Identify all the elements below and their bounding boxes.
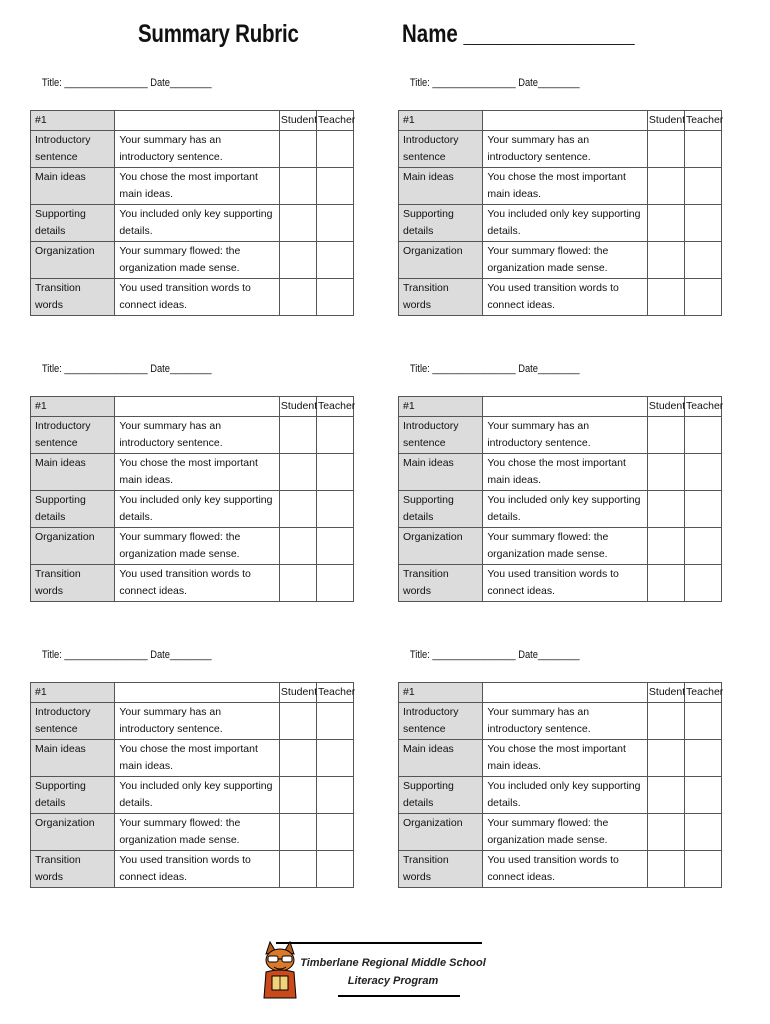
table-header-row bbox=[31, 111, 354, 131]
table-row bbox=[399, 279, 722, 316]
description-cell: Your summary has an introductory sentence. bbox=[483, 131, 648, 168]
criterion-cell: Transition words bbox=[399, 279, 483, 316]
student-score-cell[interactable] bbox=[279, 242, 316, 279]
student-score-cell[interactable] bbox=[279, 205, 316, 242]
student-score-cell[interactable] bbox=[647, 740, 684, 777]
teacher-score-cell[interactable] bbox=[316, 740, 353, 777]
criterion-cell: Supporting details bbox=[31, 205, 115, 242]
description-cell: You used transition words to connect ideas. bbox=[483, 851, 648, 888]
table-row bbox=[399, 168, 722, 205]
criterion-cell: Organization bbox=[31, 242, 115, 279]
teacher-score-cell[interactable] bbox=[684, 242, 721, 279]
rubric-block bbox=[398, 646, 722, 888]
description-cell: You included only key supporting details. bbox=[115, 491, 280, 528]
rubric-number: #1 bbox=[399, 397, 483, 417]
teacher-score-cell[interactable] bbox=[684, 565, 721, 602]
description-cell: You used transition words to connect ideas. bbox=[483, 565, 648, 602]
teacher-score-cell[interactable] bbox=[316, 131, 353, 168]
teacher-score-cell[interactable] bbox=[684, 491, 721, 528]
title-date-line: Title: ________________ Date________ bbox=[41, 77, 212, 89]
criterion-cell: Transition words bbox=[399, 565, 483, 602]
student-score-cell[interactable] bbox=[647, 279, 684, 316]
teacher-score-cell[interactable] bbox=[316, 205, 353, 242]
table-row bbox=[399, 814, 722, 851]
name-field-label: Name _______________ bbox=[402, 20, 635, 48]
description-cell: You used transition words to connect ideas. bbox=[115, 565, 280, 602]
header-blank-cell bbox=[483, 397, 648, 417]
criterion-cell: Introductory sentence bbox=[31, 417, 115, 454]
description-cell: You chose the most important main ideas. bbox=[483, 454, 648, 491]
teacher-score-cell[interactable] bbox=[316, 703, 353, 740]
criterion-cell: Introductory sentence bbox=[31, 703, 115, 740]
description-cell: Your summary flowed: the organization made sense. bbox=[483, 242, 648, 279]
table-header-row bbox=[399, 111, 722, 131]
student-score-cell[interactable] bbox=[279, 740, 316, 777]
logo-program-name: Literacy Program bbox=[347, 975, 439, 987]
description-cell: Your summary flowed: the organization made sense. bbox=[115, 528, 280, 565]
rubric-table bbox=[398, 110, 722, 316]
criterion-cell: Transition words bbox=[31, 565, 115, 602]
title-date-line: Title: ________________ Date________ bbox=[409, 363, 580, 375]
criterion-cell: Transition words bbox=[399, 851, 483, 888]
table-header-row bbox=[399, 683, 722, 703]
rubric-number: #1 bbox=[31, 111, 115, 131]
criterion-cell: Organization bbox=[399, 242, 483, 279]
student-score-cell[interactable] bbox=[647, 205, 684, 242]
student-column-header: Student bbox=[279, 111, 316, 131]
rubric-table bbox=[398, 396, 722, 602]
student-score-cell[interactable] bbox=[647, 777, 684, 814]
student-column-header: Student bbox=[279, 683, 316, 703]
header-blank-cell bbox=[115, 683, 280, 703]
student-score-cell[interactable] bbox=[647, 242, 684, 279]
teacher-score-cell[interactable] bbox=[684, 205, 721, 242]
table-row bbox=[399, 417, 722, 454]
teacher-column-header: Teacher bbox=[316, 397, 353, 417]
teacher-score-cell[interactable] bbox=[316, 242, 353, 279]
description-cell: You chose the most important main ideas. bbox=[483, 168, 648, 205]
page-title: Summary Rubric bbox=[138, 20, 299, 48]
student-score-cell[interactable] bbox=[279, 565, 316, 602]
description-cell: You included only key supporting details. bbox=[115, 205, 280, 242]
table-row bbox=[31, 417, 354, 454]
description-cell: Your summary has an introductory sentence. bbox=[115, 703, 280, 740]
teacher-score-cell[interactable] bbox=[316, 565, 353, 602]
student-score-cell[interactable] bbox=[279, 168, 316, 205]
description-cell: Your summary flowed: the organization made sense. bbox=[115, 242, 280, 279]
table-header-row bbox=[399, 397, 722, 417]
teacher-score-cell[interactable] bbox=[684, 851, 721, 888]
teacher-score-cell[interactable] bbox=[684, 131, 721, 168]
table-row bbox=[399, 454, 722, 491]
criterion-cell: Introductory sentence bbox=[399, 131, 483, 168]
student-score-cell[interactable] bbox=[647, 131, 684, 168]
criterion-cell: Organization bbox=[399, 528, 483, 565]
table-row bbox=[31, 565, 354, 602]
title-date-line: Title: ________________ Date________ bbox=[41, 363, 212, 375]
teacher-score-cell[interactable] bbox=[684, 703, 721, 740]
student-score-cell[interactable] bbox=[647, 528, 684, 565]
student-score-cell[interactable] bbox=[647, 168, 684, 205]
teacher-column-header: Teacher bbox=[684, 111, 721, 131]
table-row bbox=[399, 242, 722, 279]
criterion-cell: Introductory sentence bbox=[399, 703, 483, 740]
criterion-cell: Transition words bbox=[31, 851, 115, 888]
teacher-score-cell[interactable] bbox=[316, 491, 353, 528]
student-score-cell[interactable] bbox=[647, 417, 684, 454]
table-row bbox=[399, 740, 722, 777]
teacher-score-cell[interactable] bbox=[684, 168, 721, 205]
description-cell: You used transition words to connect ideas. bbox=[483, 279, 648, 316]
teacher-score-cell[interactable] bbox=[684, 454, 721, 491]
teacher-column-header: Teacher bbox=[684, 397, 721, 417]
criterion-cell: Supporting details bbox=[31, 491, 115, 528]
criterion-cell: Main ideas bbox=[399, 454, 483, 491]
table-row bbox=[31, 851, 354, 888]
description-cell: Your summary flowed: the organization made sense. bbox=[483, 814, 648, 851]
teacher-score-cell[interactable] bbox=[684, 417, 721, 454]
table-row bbox=[31, 703, 354, 740]
rubric-block bbox=[398, 74, 722, 316]
student-column-header: Student bbox=[647, 683, 684, 703]
student-score-cell[interactable] bbox=[279, 454, 316, 491]
description-cell: Your summary flowed: the organization made sense. bbox=[483, 528, 648, 565]
description-cell: You included only key supporting details. bbox=[483, 777, 648, 814]
header-blank-cell bbox=[115, 111, 280, 131]
rubric-table bbox=[30, 396, 354, 602]
student-score-cell[interactable] bbox=[279, 777, 316, 814]
rubric-number: #1 bbox=[31, 683, 115, 703]
table-row bbox=[31, 491, 354, 528]
teacher-score-cell[interactable] bbox=[316, 777, 353, 814]
student-score-cell[interactable] bbox=[279, 703, 316, 740]
teacher-score-cell[interactable] bbox=[316, 454, 353, 491]
rubric-number: #1 bbox=[31, 397, 115, 417]
description-cell: You chose the most important main ideas. bbox=[115, 740, 280, 777]
table-row bbox=[399, 205, 722, 242]
table-row bbox=[31, 814, 354, 851]
student-score-cell[interactable] bbox=[647, 491, 684, 528]
teacher-score-cell[interactable] bbox=[684, 814, 721, 851]
criterion-cell: Supporting details bbox=[399, 491, 483, 528]
school-logo bbox=[258, 940, 490, 1004]
teacher-score-cell[interactable] bbox=[316, 851, 353, 888]
logo-top-rule bbox=[276, 942, 482, 944]
student-score-cell[interactable] bbox=[647, 565, 684, 602]
student-score-cell[interactable] bbox=[279, 131, 316, 168]
criterion-cell: Organization bbox=[31, 528, 115, 565]
title-date-line: Title: ________________ Date________ bbox=[41, 649, 212, 661]
student-score-cell[interactable] bbox=[279, 491, 316, 528]
rubric-table bbox=[30, 110, 354, 316]
header-blank-cell bbox=[483, 683, 648, 703]
description-cell: Your summary has an introductory sentence. bbox=[115, 417, 280, 454]
student-score-cell[interactable] bbox=[647, 814, 684, 851]
table-row bbox=[31, 740, 354, 777]
logo-bottom-rule bbox=[338, 995, 460, 997]
table-row bbox=[31, 131, 354, 168]
rubric-block bbox=[398, 360, 722, 602]
wildcat-mascot-icon bbox=[258, 940, 302, 1002]
header-blank-cell bbox=[483, 111, 648, 131]
teacher-score-cell[interactable] bbox=[316, 279, 353, 316]
rubric-number: #1 bbox=[399, 683, 483, 703]
table-row bbox=[31, 454, 354, 491]
logo-school-name: Timberlane Regional Middle School bbox=[300, 957, 486, 969]
description-cell: You used transition words to connect ideas. bbox=[115, 279, 280, 316]
description-cell: You chose the most important main ideas. bbox=[115, 168, 280, 205]
description-cell: Your summary has an introductory sentence. bbox=[115, 131, 280, 168]
table-row bbox=[399, 851, 722, 888]
table-row bbox=[31, 168, 354, 205]
teacher-column-header: Teacher bbox=[316, 683, 353, 703]
rubric-table bbox=[30, 682, 354, 888]
teacher-column-header: Teacher bbox=[684, 683, 721, 703]
student-column-header: Student bbox=[279, 397, 316, 417]
description-cell: You included only key supporting details. bbox=[483, 205, 648, 242]
table-header-row bbox=[31, 683, 354, 703]
teacher-column-header: Teacher bbox=[316, 111, 353, 131]
table-row bbox=[399, 491, 722, 528]
title-date-line: Title: ________________ Date________ bbox=[409, 649, 580, 661]
description-cell: Your summary flowed: the organization made sense. bbox=[115, 814, 280, 851]
student-score-cell[interactable] bbox=[279, 528, 316, 565]
description-cell: You included only key supporting details. bbox=[483, 491, 648, 528]
table-header-row bbox=[31, 397, 354, 417]
logo-text bbox=[298, 954, 488, 990]
table-row bbox=[31, 777, 354, 814]
student-score-cell[interactable] bbox=[279, 417, 316, 454]
title-date-line: Title: ________________ Date________ bbox=[409, 77, 580, 89]
student-column-header: Student bbox=[647, 397, 684, 417]
criterion-cell: Supporting details bbox=[399, 777, 483, 814]
criterion-cell: Supporting details bbox=[399, 205, 483, 242]
student-score-cell[interactable] bbox=[647, 703, 684, 740]
table-row bbox=[399, 528, 722, 565]
table-row bbox=[399, 703, 722, 740]
student-score-cell[interactable] bbox=[279, 814, 316, 851]
criterion-cell: Main ideas bbox=[31, 168, 115, 205]
criterion-cell: Introductory sentence bbox=[31, 131, 115, 168]
teacher-score-cell[interactable] bbox=[316, 417, 353, 454]
table-row bbox=[31, 528, 354, 565]
table-row bbox=[31, 205, 354, 242]
criterion-cell: Supporting details bbox=[31, 777, 115, 814]
description-cell: You chose the most important main ideas. bbox=[483, 740, 648, 777]
student-score-cell[interactable] bbox=[647, 851, 684, 888]
rubric-block bbox=[30, 646, 354, 888]
table-row bbox=[399, 565, 722, 602]
criterion-cell: Main ideas bbox=[31, 454, 115, 491]
table-row bbox=[399, 131, 722, 168]
table-row bbox=[31, 279, 354, 316]
student-score-cell[interactable] bbox=[279, 851, 316, 888]
teacher-score-cell[interactable] bbox=[684, 777, 721, 814]
student-score-cell[interactable] bbox=[647, 454, 684, 491]
description-cell: Your summary has an introductory sentence. bbox=[483, 703, 648, 740]
student-score-cell[interactable] bbox=[279, 279, 316, 316]
criterion-cell: Main ideas bbox=[31, 740, 115, 777]
rubric-table bbox=[398, 682, 722, 888]
teacher-score-cell[interactable] bbox=[684, 279, 721, 316]
description-cell: You included only key supporting details. bbox=[115, 777, 280, 814]
rubric-block bbox=[30, 74, 354, 316]
teacher-score-cell[interactable] bbox=[316, 814, 353, 851]
description-cell: You chose the most important main ideas. bbox=[115, 454, 280, 491]
header-blank-cell bbox=[115, 397, 280, 417]
description-cell: Your summary has an introductory sentence. bbox=[483, 417, 648, 454]
student-column-header: Student bbox=[647, 111, 684, 131]
criterion-cell: Introductory sentence bbox=[399, 417, 483, 454]
teacher-score-cell[interactable] bbox=[684, 740, 721, 777]
rubric-number: #1 bbox=[399, 111, 483, 131]
criterion-cell: Main ideas bbox=[399, 740, 483, 777]
criterion-cell: Main ideas bbox=[399, 168, 483, 205]
teacher-score-cell[interactable] bbox=[316, 528, 353, 565]
criterion-cell: Organization bbox=[31, 814, 115, 851]
teacher-score-cell[interactable] bbox=[684, 528, 721, 565]
description-cell: You used transition words to connect ideas. bbox=[115, 851, 280, 888]
criterion-cell: Organization bbox=[399, 814, 483, 851]
criterion-cell: Transition words bbox=[31, 279, 115, 316]
table-row bbox=[399, 777, 722, 814]
table-row bbox=[31, 242, 354, 279]
teacher-score-cell[interactable] bbox=[316, 168, 353, 205]
rubric-block bbox=[30, 360, 354, 602]
